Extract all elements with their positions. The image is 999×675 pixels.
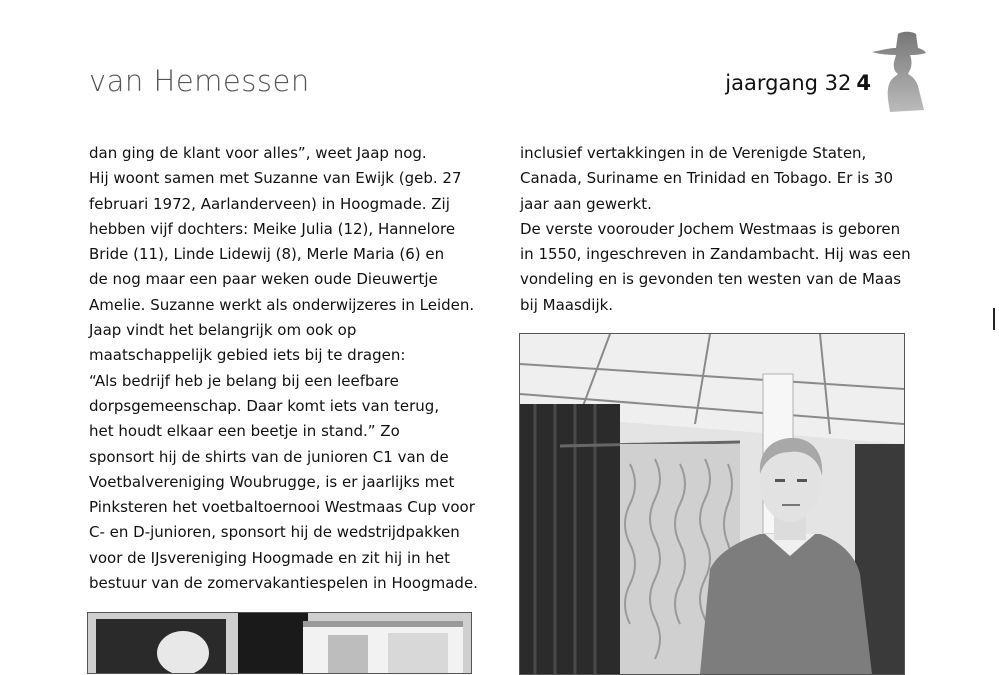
text-line: Amelie. Suzanne werkt als onderwijzeres in Leiden. [89, 295, 475, 314]
text-line: inclusief vertakkingen in de Verenigde Staten, [520, 144, 867, 162]
text-line: C- en D-junioren, sponsort hij de wedstrijdpakken [89, 523, 460, 542]
page-edge-marker [993, 308, 995, 330]
text-line: dan ging de klant voor alles”, weet Jaap nog. [89, 144, 427, 162]
page-number: 4 [856, 71, 871, 95]
text-line: maatschappelijk gebied iets bij te dragen: [89, 346, 406, 365]
text-line: bestuur van de zomervakantiespelen in Hoogmade. [89, 574, 478, 593]
text-line: Hij woont samen met Suzanne van Ewijk (geb. 27 [89, 169, 462, 188]
text-line: februari 1972, Aarlanderveen) in Hoogmade. Zij [89, 194, 450, 213]
text-line: Bride (11), Linde Lidewij (8), Merle Maria (6) en [89, 245, 445, 264]
text-line: Voetbalvereniging Woubrugge, is er jaarlijks met [89, 472, 455, 491]
text-line: vondeling en is gevonden ten westen van de Maas [520, 270, 902, 289]
right-text-column [520, 141, 911, 318]
left-text-column [89, 141, 478, 596]
page-title: van Hemessen [89, 64, 310, 98]
text-line: sponsort hij de shirts van de junioren C1 van de [89, 447, 449, 466]
interior-photo-partial [87, 612, 472, 674]
issue-info [725, 71, 871, 95]
text-line: voor de IJsvereniging Hoogmade en zit hij in het [89, 548, 451, 567]
text-line: het houdt elkaar een beetje in stand.” Zo [89, 422, 400, 441]
text-line: jaar aan gewerkt. [520, 194, 652, 213]
man-with-hat-silhouette-icon [868, 28, 928, 112]
text-line: De verste voorouder Jochem Westmaas is geboren [520, 219, 901, 238]
text-line: “Als bedrijf heb je belang bij een leefbare [89, 371, 399, 390]
issue-label: jaargang 32 [725, 71, 852, 95]
text-line: Canada, Suriname en Trinidad en Tobago. Er is 30 [520, 169, 893, 188]
text-line: hebben vijf dochters: Meike Julia (12), Hannelore [89, 219, 456, 238]
text-line: de nog maar een paar weken oude Dieuwertje [89, 270, 438, 289]
text-line: in 1550, ingeschreven in Zandambacht. Hij was een [520, 245, 911, 264]
text-line: dorpsgemeenschap. Daar komt iets van terug, [89, 396, 440, 415]
man-in-sweater-photo [519, 333, 905, 675]
text-line: Jaap vindt het belangrijk om ook op [89, 321, 357, 340]
text-line: bij Maasdijk. [520, 295, 614, 314]
text-line: Pinksteren het voetbaltoernooi Westmaas Cup voor [89, 498, 475, 517]
